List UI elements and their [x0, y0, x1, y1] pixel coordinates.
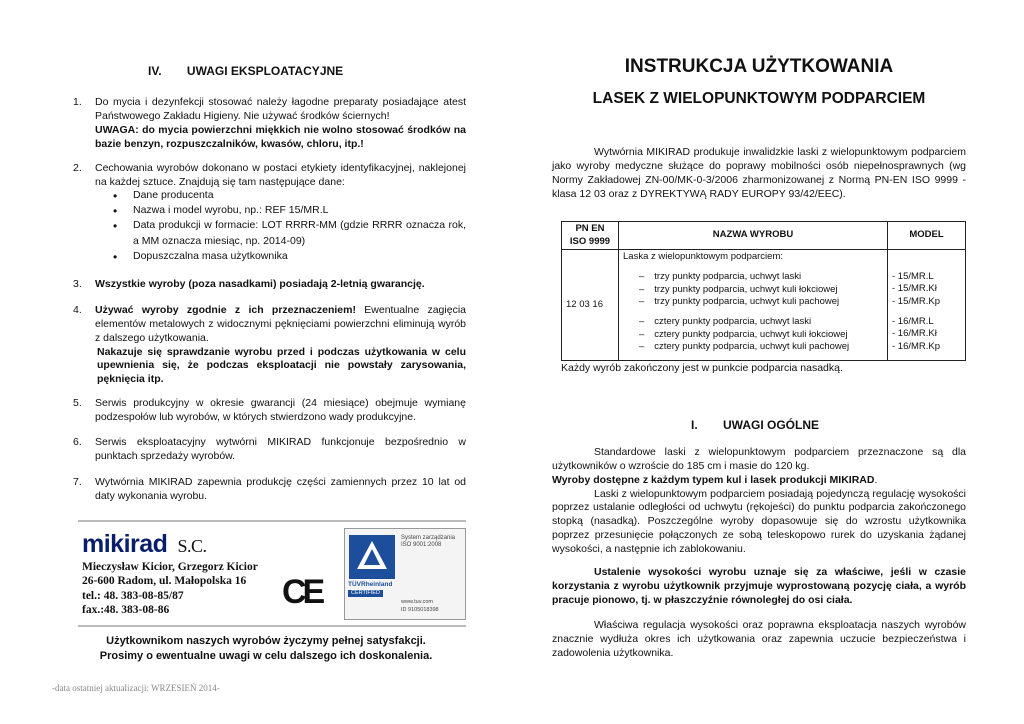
list-item: • Dopuszczalna masa użytkownika — [95, 249, 466, 264]
bullet-icon: • — [113, 219, 118, 234]
col-header-model: MODEL — [888, 222, 966, 250]
label-data-bullets — [95, 188, 466, 264]
list-item: – cztery punkty podparcia, uchwyt kuli łokciowej — [639, 328, 848, 340]
list-item: 4. Używać wyroby zgodnie z ich przeznaczeniem! Ewentualne zagięcia elementów metalowych z widocznymi pęknięciami powierzchni eliminują wyrób z dalszego użytkowania. Nakazuje się sprawdzanie wyrobu przed i podczas użytkowania w celu upewnienia się, że podczas eksploatacji nie powstały zarysowania, pęknięcia itp. — [73, 304, 466, 386]
section-iv-title: UWAGI EKSPLOATACYJNE — [186, 64, 344, 78]
list-item: • Nazwa i model wyrobu, np.: REF 15/MR.L — [95, 203, 466, 218]
product-models-cell: - 15/MR.L - 15/MR.Kł - 15/MR.Kp - 16/MR.L - 16/MR.Kł - 16/MR.Kp — [888, 250, 966, 361]
bullet-icon: • — [113, 204, 118, 219]
table-note: Każdy wyrób zakończony jest w punkcie podparcia nasadką. — [561, 362, 843, 374]
list-item: 1. Do mycia i dezynfekcji stosować należy łagodne preparaty posiadające atest Państwowego Zakładu Higieny. Nie używać środków ściernych! UWAGA: do mycia powierzchni miękkich nie wolno stosować środków na bazie benzyn, rozpuszczalników, kwasów, chloru, itp.! — [73, 96, 466, 150]
list-item: 2. Cechowania wyrobów dokonano w postaci etykiety identyfikacyjnej, naklejonej na każdej sztuce. Znajdują się tam następujące dane: — [73, 162, 466, 188]
list-item: 3. Wszystkie wyroby (poza nasadkami) posiadają 2-letnią gwarancję. — [73, 278, 425, 290]
list-item: – trzy punkty podparcia, uchwyt kuli łokciowej — [639, 283, 838, 295]
iso-code-cell: 12 03 16 — [562, 250, 619, 361]
list-item: 5. Serwis produkcyjny w okresie gwarancji (24 miesiące) obejmuje wymianę podzespołów lub wyrobów, w których stwierdzono wady produkcyjne. — [73, 397, 466, 423]
company-info — [82, 532, 258, 618]
page-subtitle: LASEK Z WIELOPUNKTOWYM PODPARCIEM — [592, 90, 926, 107]
section-i-heading — [691, 418, 819, 434]
table-row — [562, 250, 966, 361]
list-item: – cztery punkty podparcia, uchwyt kuli pachowej — [639, 341, 850, 353]
list-item: – trzy punkty podparcia, uchwyt kuli pachowej — [639, 296, 840, 308]
bullet-icon: • — [113, 249, 118, 264]
closing-message: Użytkownikom naszych wyrobów życzymy pełnej satysfakcji. Prosimy o ewentualne uwagi w celu dalszego ich doskonalenia. — [99, 635, 433, 662]
list-item: • Data produkcji w formacie: LOT RRRR-MM (gdzie RRRR oznacza rok, a MM oznacza miesiąc, np. 2014-09) — [113, 219, 466, 247]
section-i-number: I. — [691, 418, 698, 432]
section-i-title: UWAGI OGÓLNE — [723, 418, 820, 432]
col-header-name: NAZWA WYROBU — [619, 222, 888, 250]
general-notes: Standardowe laski z wielopunktowym podparciem przeznaczone są dla użytkowników o wzroście do 185 cm i masie do 120 kg. Wyroby dostępne z każdym typem kul i lasek produkcji MIKIRAD. Laski z wielopunktowym podparciem posiadają pojedynczą regulację wysokości poprzez ustalanie odległości od uchwytu (rękojeści) do punktu podparcia zakończonego stopką (nasadką). Poszczególne wyroby dopasowuje się do wzrostu użytkownika poprzez przesunięcie połączonych ze sobą teleskopowo rurek do uzyskania żądanej wysokości, a następnie ich zablokowaniu. — [552, 446, 966, 556]
company-tel: tel.: 48. 383-08-85/87 — [82, 589, 184, 602]
section-iv-heading — [148, 64, 343, 80]
list-item: 7. Wytwórnia MIKIRAD zapewnia produkcję części zamiennych przez 10 lat od daty wykonania wyrobu. — [73, 476, 466, 502]
list-item: 6. Serwis eksploatacyjny wytwórni MIKIRAD funkcjonuje bezpośrednio w punktach sprzedaży wyrobów. — [73, 436, 466, 462]
company-address: 26-600 Radom, ul. Małopolska 16 — [82, 575, 247, 588]
section-iv-number: IV. — [148, 64, 162, 78]
page-title: INSTRUKCJA UŻYTKOWANIA — [624, 56, 894, 77]
bullet-icon: • — [113, 189, 118, 203]
col-header-iso: PN EN ISO 9999 — [562, 222, 619, 250]
company-fax: fax.:48. 383-08-86 — [82, 604, 170, 617]
list-item: – trzy punkty podparcia, uchwyt laski — [639, 271, 802, 283]
company-logo-box — [78, 520, 466, 627]
list-item: • Dane producenta — [95, 188, 466, 203]
product-names-cell: Laska z wielopunktowym podparciem: – trzy punkty podparcia, uchwyt laski – trzy punkty podparcia, uchwyt kuli łokciowej – trzy punkty podparcia, uchwyt kuli pachowej – cztery punkty podparcia, uchwyt laski – cztery punkty podparcia, uchwyt kuli łokciowej – cztery punkty podparcia, uchwyt kuli pachowej — [619, 250, 888, 361]
tuv-shield-icon — [349, 535, 395, 579]
company-brand: mikirad S.C. — [82, 530, 207, 558]
height-adjustment-note: Ustalenie wysokości wyrobu uznaje się za właściwe, jeśli w czasie korzystania z wyrobu użytkownik przyjmuje wyprostowaną pozycję ciała, a wyrób pracuje pionowo, tj. w płaszczyźnie równoległej do osi ciała. — [552, 566, 966, 606]
tuv-certificate: TÜVRheinland CERTIFIED System zarządzania ISO 9001:2008 www.tuv.com ID 9105018398 — [344, 528, 466, 620]
last-update-footer: -data ostatniej aktualizacji: WRZESIEŃ 2014- — [52, 683, 220, 693]
list-item: – cztery punkty podparcia, uchwyt laski — [639, 316, 812, 328]
product-table — [561, 221, 966, 361]
closing-paragraph: Właściwa regulacja wysokości oraz poprawna eksploatacja naszych wyrobów znacznie wydłuża okres ich użytkowania oraz zapewnia uczucie bezpieczeństwa i zadowolenia użytkownika. — [552, 619, 966, 659]
ce-mark: CE — [282, 573, 322, 611]
intro-paragraph: Wytwórnia MIKIRAD produkuje inwalidzkie laski z wielopunktowym podparciem jako wyroby medyczne służące do poprawy mobilności osób niepełnosprawnych (wg Normy Zakładowej ZN-00/MK-0-3/2006 zharmonizowanej z Normą PN-EN ISO 9999 - klasa 12 03 oraz z DYREKTYWĄ RADY EUROPY 93/42/EEC). — [552, 146, 966, 200]
company-owners: Mieczysław Kicior, Grzegorz Kicior — [82, 561, 258, 573]
table-header-row — [562, 222, 966, 250]
